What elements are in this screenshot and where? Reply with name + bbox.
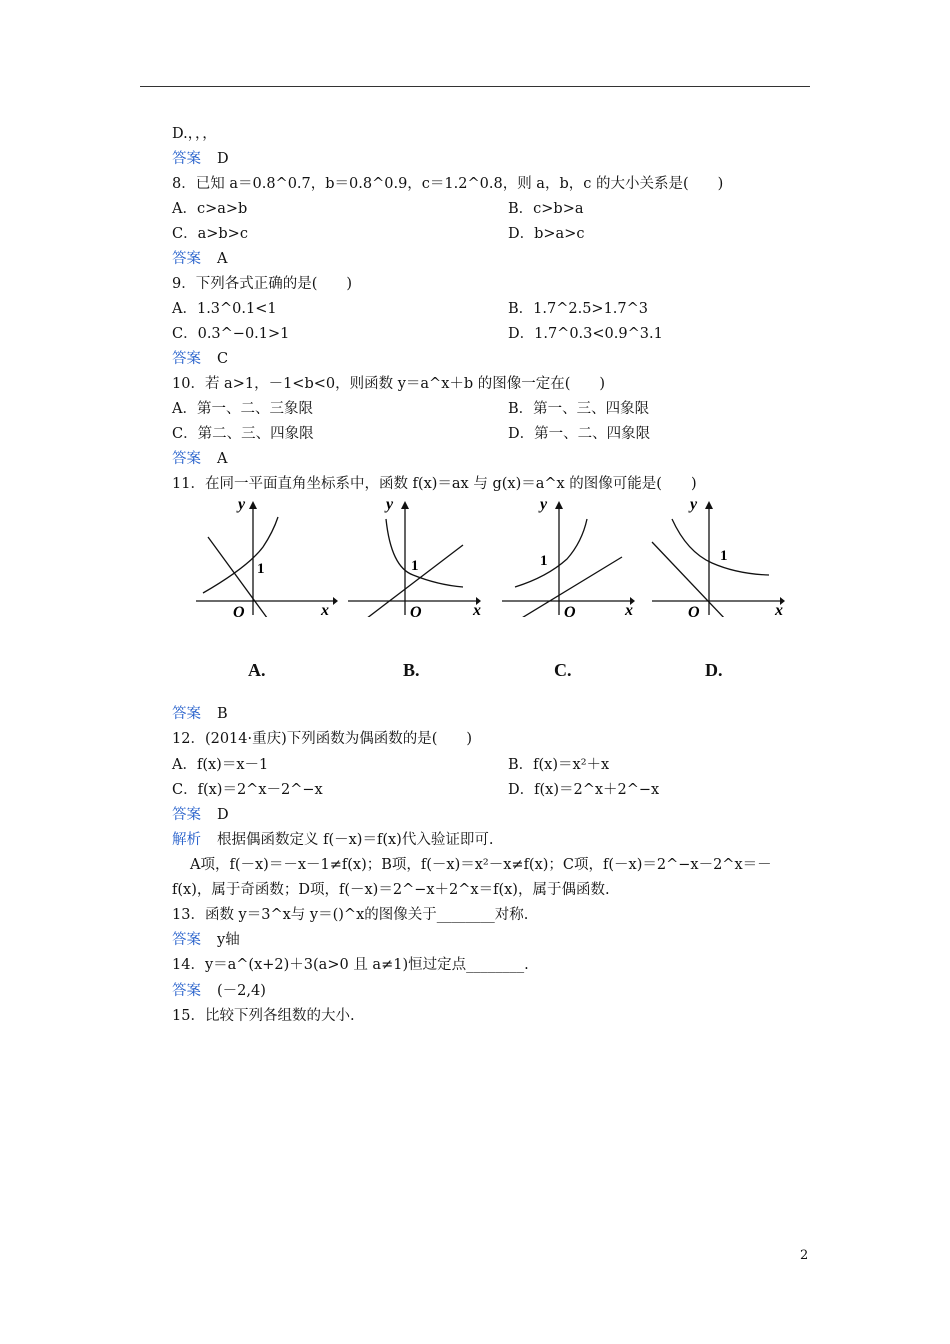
q10-answer	[172, 450, 227, 468]
q8-option-a: A．c>a>b	[172, 201, 248, 217]
q7-option-d: D.，，，	[172, 126, 217, 142]
one-label: 1	[411, 558, 419, 574]
origin-label: O	[688, 604, 700, 617]
answer-label: 答案	[172, 932, 201, 948]
y-label: y	[238, 497, 246, 513]
x-label: x	[473, 602, 481, 617]
graph-d-label: D.	[705, 660, 723, 680]
q7-answer	[172, 150, 229, 168]
q12-answer	[172, 806, 229, 824]
q13-stem: 13．函数 y＝3^x与 y＝()^x的图像关于________对称.	[172, 907, 529, 923]
graph-b	[343, 497, 488, 617]
answer-value: D	[217, 807, 229, 823]
q11-stem: 11．在同一平面直角坐标系中，函数 f(x)＝ax 与 g(x)＝a^x 的图像可能是( )	[172, 476, 697, 492]
q14-stem: 14．y＝a^(x+2)＋3(a>0 且 a≠1)恒过定点________.	[172, 957, 529, 973]
header-rule	[140, 86, 810, 87]
answer-value: D	[217, 151, 229, 167]
q9-option-c: C．0.3^−0.1>1	[172, 326, 290, 342]
answer-value: A	[217, 251, 228, 267]
q9-option-a: A．1.3^0.1<1	[172, 301, 277, 317]
y-label: y	[690, 497, 698, 513]
graph-a	[193, 497, 338, 617]
analysis-text: 根据偶函数定义 f(－x)＝f(x)代入验证即可.	[217, 832, 494, 848]
one-label: 1	[720, 548, 728, 564]
q8-option-c: C．a>b>c	[172, 226, 248, 242]
exp-curve	[515, 519, 587, 587]
q9-stem: 9．下列各式正确的是( )	[172, 276, 353, 292]
q12-stem: 12．(2014·重庆)下列函数为偶函数的是( )	[172, 731, 473, 747]
answer-label: 答案	[172, 151, 201, 167]
q9-option-b: B．1.7^2.5>1.7^3	[508, 301, 649, 317]
q10-option-d: D．第一、二、四象限	[508, 426, 651, 442]
answer-value: B	[217, 706, 228, 722]
y-axis-arrow	[401, 501, 409, 509]
exp-curve	[672, 519, 769, 575]
y-axis-arrow	[705, 501, 713, 509]
answer-value: A	[217, 451, 228, 467]
q9-option-d: D．1.7^0.3<0.9^3.1	[508, 326, 663, 342]
graph-a-label: A.	[248, 660, 266, 680]
origin-label: O	[233, 604, 245, 617]
answer-label: 答案	[172, 706, 201, 722]
q10-option-a: A．第一、二、三象限	[172, 401, 313, 417]
one-label: 1	[257, 561, 265, 577]
y-axis-arrow	[555, 501, 563, 509]
answer-label: 答案	[172, 351, 201, 367]
q9-answer	[172, 350, 228, 368]
origin-label: O	[564, 604, 576, 617]
answer-value: (－2,4)	[217, 983, 266, 999]
q12-analysis	[172, 831, 493, 849]
page-number: 2	[800, 1248, 809, 1263]
answer-value: y轴	[217, 932, 240, 948]
graph-c-label: C.	[554, 660, 572, 680]
graph-d	[647, 497, 792, 617]
q10-option-b: B．第一、三、四象限	[508, 401, 650, 417]
answer-label: 答案	[172, 983, 201, 999]
q12-option-c: C．f(x)＝2^x－2^−x	[172, 782, 323, 798]
q8-stem: 8．已知 a＝0.8^0.7，b＝0.8^0.9，c＝1.2^0.8，则 a，b，c 的大小关系是( )	[172, 176, 724, 192]
q12-detail-2: f(x)，属于奇函数；D项，f(－x)＝2^−x＋2^x＝f(x)，属于偶函数.	[172, 882, 610, 898]
x-axis-arrow	[333, 597, 338, 605]
q13-answer	[172, 931, 240, 949]
graph-b-label: B.	[403, 660, 420, 680]
q12-option-b: B．f(x)＝x²＋x	[508, 757, 610, 773]
q12-option-a: A．f(x)＝x－1	[172, 757, 269, 773]
x-label: x	[775, 602, 783, 617]
analysis-label: 解析	[172, 832, 201, 848]
y-label: y	[540, 497, 548, 513]
q14-answer	[172, 982, 266, 1000]
q8-answer	[172, 250, 227, 268]
answer-label: 答案	[172, 807, 201, 823]
answer-value: C	[217, 351, 229, 367]
answer-label: 答案	[172, 251, 201, 267]
q8-option-b: B．c>b>a	[508, 201, 584, 217]
answer-label: 答案	[172, 451, 201, 467]
q10-option-c: C．第二、三、四象限	[172, 426, 314, 442]
x-label: x	[625, 602, 633, 617]
one-label: 1	[540, 553, 548, 569]
y-label: y	[386, 497, 394, 513]
q12-option-d: D．f(x)＝2^x＋2^−x	[508, 782, 660, 798]
q12-detail-1: A项，f(－x)＝－x－1≠f(x)；B项，f(－x)＝x²－x≠f(x)；C项，f(－x)＝2^−x－2^x＝－	[190, 857, 772, 873]
linear-line	[502, 557, 622, 617]
graph-c	[497, 497, 642, 617]
q10-stem: 10．若 a>1，－1<b<0，则函数 y＝a^x＋b 的图像一定在( )	[172, 376, 606, 392]
q15-stem: 15．比较下列各组数的大小.	[172, 1008, 355, 1024]
x-label: x	[321, 602, 329, 617]
q8-option-d: D．b>a>c	[508, 226, 585, 242]
origin-label: O	[410, 604, 422, 617]
y-axis-arrow	[249, 501, 257, 509]
q11-answer	[172, 705, 228, 723]
